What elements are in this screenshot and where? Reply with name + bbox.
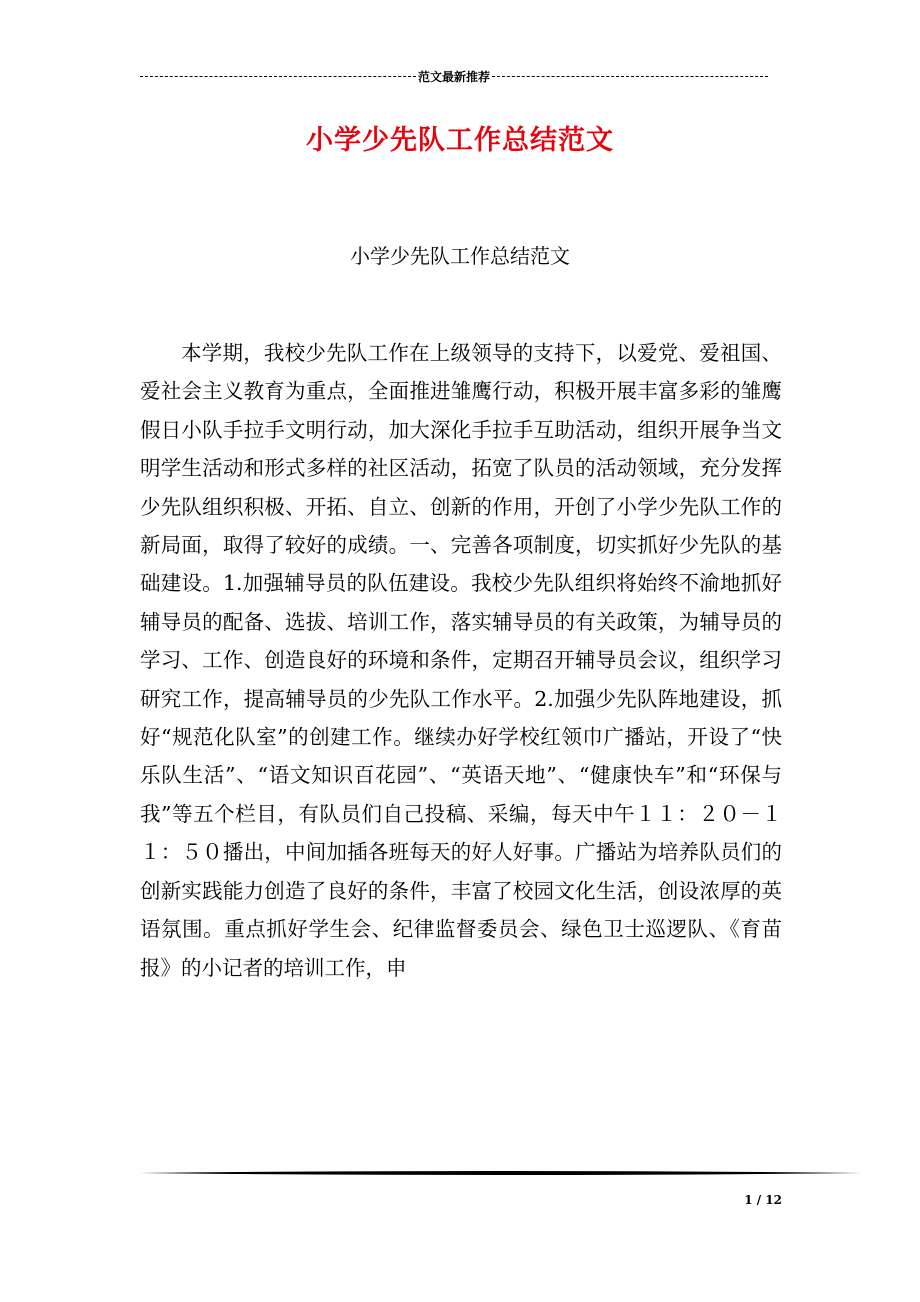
header-dash-left [140, 76, 416, 77]
header-label: 范文最新推荐 [418, 69, 491, 84]
document-title: 小学少先队工作总结范文 [306, 125, 614, 156]
page-number: 1 / 12 [744, 1193, 782, 1207]
page-header [140, 68, 768, 84]
header-dash-right [492, 76, 768, 77]
document-body: 本学期，我校少先队工作在上级领导的支持下，以爱党、爱祖国、爱社会主义教育为重点，全面推进雏鹰行动，积极开展丰富多彩的雏鹰假日小队手拉手文明行动，加大深化手拉手互助活动，组织开展争当文明学生活动和形式多样的社区活动，拓宽了队员的活动领域，充分发挥少先队组织积极、开拓、自立、创新的作用，开创了小学少先队工作的新局面，取得了较好的成绩。一、完善各项制度，切实抓好少先队的基础建设。1.加强辅导员的队伍建设。我校少先队组织将始终不渝地抓好辅导员的配备、选拔、培训工作，落实辅导员的有关政策，为辅导员的学习、工作、创造良好的环境和条件，定期召开辅导员会议，组织学习研究工作，提高辅导员的少先队工作水平。2.加强少先队阵地建设，抓好“规范化队室”的创建工作。继续办好学校红领巾广播站，开设了“快乐队生活”、“语文知识百花园”、“英语天地”、“健康快车”和“环保与我”等五个栏目，有队员们自己投稿、采编，每天中午１１：２０－１１：５０播出，中间加插各班每天的好人好事。广播站为培养队员们的创新实践能力创造了良好的条件，丰富了校园文化生活，创设浓厚的英语氛围。重点抓好学生会、纪律监督委员会、绿色卫士巡逻队、《育苗报》的小记者的培训工作，申 [140, 341, 782, 980]
footer-rule [140, 1170, 862, 1176]
document-subtitle: 小学少先队工作总结范文 [350, 244, 570, 268]
